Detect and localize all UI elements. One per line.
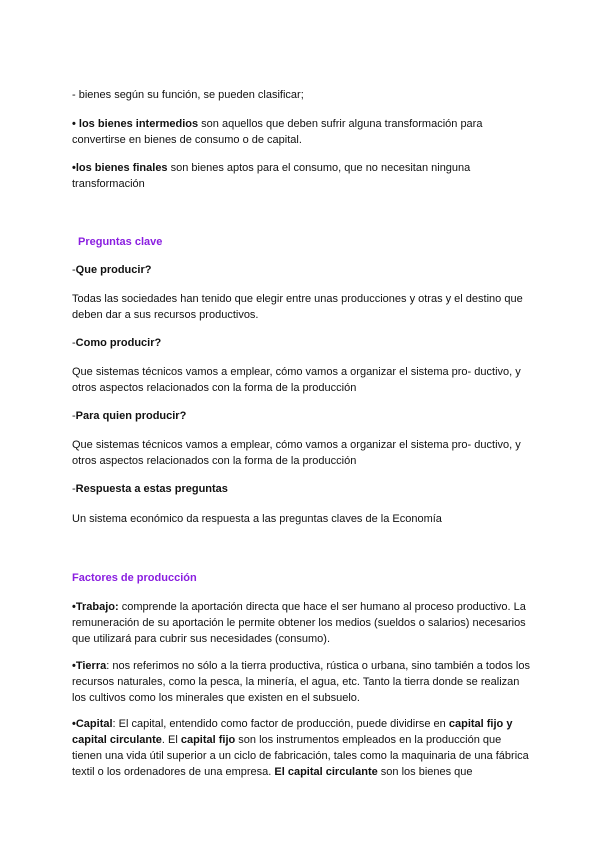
question-text: Para quien producir? [75,410,187,422]
text-capital-1: : El capital, entendido como factor de producción, puede dividirse en [112,718,449,730]
term-bienes-intermedios: • los bienes intermedios [72,118,199,130]
term-capital-circulante: El capital circulante [274,766,378,778]
paragraph-tierra [72,658,532,706]
term-capital: •Capital [72,718,113,730]
text-capital-4: son los bienes que [377,766,473,778]
answer-para-quien-producir: Que sistemas técnicos vamos a emplear, cómo vamos a organizar el sistema pro- ductivo, y otros aspectos relacionados con la forma de la producción [72,439,521,467]
answer-que-producir: Todas las sociedades han tenido que elegir entre unas producciones y otras y el destino que deben dar a sus recursos productivos. [72,293,523,321]
heading-factores-produccion: Factores de producción [72,572,197,584]
question-text: Respuesta a estas preguntas [75,483,228,495]
question-text: Que producir? [75,264,152,276]
question-que-producir [72,262,532,278]
term-bienes-finales: •los bienes finales [72,162,168,174]
text-capital-3: son los instrumentos empleados en la producción que tienen una vida útil superior a un ciclo de fabricación, tales como la maquinaria de una fábrica textil o los ordenadores de una empresa. [72,734,529,778]
text-capital-2: . El [161,734,181,746]
question-prefix: - [72,483,76,495]
question-como-producir [72,335,532,351]
term-tierra: •Tierra [72,660,107,672]
text-trabajo: comprende la aportación directa que hace el ser humano al proceso productivo. La remuneración de su aportación le permite obtener los medios (sueldos o salarios) necesarios que utilizará para cubrir sus necesidades (consumo). [72,601,526,645]
text-bienes-finales: son bienes aptos para el consumo, que no necesitan ninguna transformación [72,162,471,190]
question-para-quien-producir [72,408,532,424]
paragraph-bienes-intermedios [72,116,532,148]
paragraph-intro: - bienes según su función, se pueden clasificar; [72,89,304,101]
question-prefix: - [72,264,76,276]
text-bienes-intermedios: son aquellos que deben sufrir alguna transformación para convertirse en bienes de consumo o de capital. [72,118,483,146]
question-prefix: - [72,337,76,349]
question-prefix: - [72,410,76,422]
answer-respuesta: Un sistema económico da respuesta a las preguntas claves de la Economía [72,513,442,525]
paragraph-capital [72,716,532,780]
term-capital-fijo-circulante: capital fijo y capital circulante [72,718,513,746]
term-capital-fijo: capital fijo [180,734,236,746]
question-text: Como producir? [75,337,162,349]
text-tierra: : nos referimos no sólo a la tierra productiva, rústica o urbana, sino también a todos los recursos naturales, como la pesca, la minería, el agua, etc. Tanto la tierra donde se realizan los cultivos como los minerales que existen en el subsuelo. [72,660,530,704]
answer-como-producir: Que sistemas técnicos vamos a emplear, cómo vamos a organizar el sistema pro- ductivo, y otros aspectos relacionados con la forma de la producción [72,366,521,394]
paragraph-bienes-finales [72,160,532,192]
paragraph-trabajo [72,599,532,647]
heading-preguntas-clave: Preguntas clave [78,236,163,248]
question-respuesta [72,481,532,497]
term-trabajo: •Trabajo: [72,601,119,613]
